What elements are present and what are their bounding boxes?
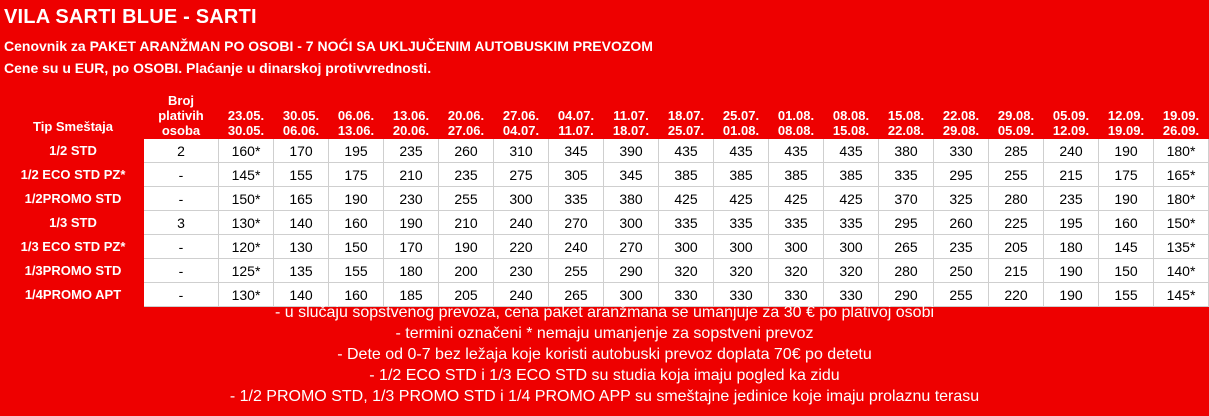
accommodation-type-cell: 1/2 STD	[3, 139, 144, 163]
price-cell: 435	[659, 139, 714, 163]
table-row	[3, 259, 1209, 283]
price-cell: 215	[1044, 163, 1099, 187]
price-cell: 190	[384, 211, 439, 235]
accommodation-type-cell: 1/3 ECO STD PZ*	[3, 235, 144, 259]
price-cell: 280	[879, 259, 934, 283]
price-cell: 270	[604, 235, 659, 259]
period-start: 18.07.	[667, 108, 705, 123]
price-cell: 150*	[1154, 211, 1209, 235]
period-start: 27.06.	[502, 108, 540, 123]
table-row	[3, 163, 1209, 187]
price-cell: 235	[1044, 187, 1099, 211]
period-start: 30.05.	[282, 108, 320, 123]
price-cell: 385	[824, 163, 879, 187]
price-cell: 235	[934, 235, 989, 259]
period-end: 25.07.	[667, 123, 705, 138]
header-period	[384, 81, 439, 139]
price-cell: 195	[329, 139, 384, 163]
price-cell: 150*	[219, 187, 274, 211]
price-cell: 255	[989, 163, 1044, 187]
price-table-body	[3, 139, 1209, 307]
note-line: - 1/2 ECO STD i 1/3 ECO STD su studia koja imaju pogled ka zidu	[369, 367, 840, 384]
note-line: - 1/2 PROMO STD, 1/3 PROMO STD i 1/4 PROMO APP su smeštajne jedinice koje imaju prolaznu terasu	[229, 388, 980, 405]
period-end: 30.05.	[227, 123, 265, 138]
price-cell: 295	[879, 211, 934, 235]
period-end: 13.06.	[337, 123, 375, 138]
accommodation-type-cell: 1/3 STD	[3, 211, 144, 235]
price-cell: 180*	[1154, 187, 1209, 211]
price-cell: 290	[879, 283, 934, 307]
period-end: 04.07.	[502, 123, 540, 138]
price-cell: 175	[1099, 163, 1154, 187]
price-cell: 135*	[1154, 235, 1209, 259]
price-cell: 300	[494, 187, 549, 211]
price-cell: 255	[549, 259, 604, 283]
price-cell: 160	[329, 211, 384, 235]
header-period	[714, 81, 769, 139]
header-period	[659, 81, 714, 139]
price-cell: 300	[604, 211, 659, 235]
header-paying-persons-line: plativih	[158, 108, 204, 123]
period-start: 15.08.	[887, 108, 925, 123]
header-period	[494, 81, 549, 139]
price-cell: 380	[879, 139, 934, 163]
paying-persons-cell: -	[144, 235, 219, 259]
period-end: 08.08.	[777, 123, 815, 138]
period-end: 12.09.	[1052, 123, 1090, 138]
price-cell: 330	[659, 283, 714, 307]
price-cell: 330	[824, 283, 879, 307]
price-cell: 325	[934, 187, 989, 211]
period-start: 04.07.	[557, 108, 595, 123]
price-cell: 125*	[219, 259, 274, 283]
price-cell: 210	[439, 211, 494, 235]
price-cell: 320	[824, 259, 879, 283]
price-cell: 300	[659, 235, 714, 259]
price-cell: 130*	[219, 211, 274, 235]
subtitle-package: Cenovnik za PAKET ARANŽMAN PO OSOBI - 7 NOĆI SA UKLJUČENIM AUTOBUSKIM PREVOZOM	[4, 38, 653, 54]
price-cell: 310	[494, 139, 549, 163]
paying-persons-cell: 3	[144, 211, 219, 235]
page-title: VILA SARTI BLUE - SARTI	[4, 6, 257, 28]
price-cell: 200	[439, 259, 494, 283]
price-cell: 190	[329, 187, 384, 211]
price-cell: 235	[439, 163, 494, 187]
accommodation-type-cell: 1/2PROMO STD	[3, 187, 144, 211]
header-paying-persons	[144, 81, 219, 139]
price-cell: 145	[1099, 235, 1154, 259]
paying-persons-cell: -	[144, 163, 219, 187]
price-cell: 195	[1044, 211, 1099, 235]
price-cell: 270	[549, 211, 604, 235]
price-cell: 150	[1099, 259, 1154, 283]
header-period	[439, 81, 494, 139]
price-cell: 180*	[1154, 139, 1209, 163]
price-cell: 205	[989, 235, 1044, 259]
price-cell: 320	[769, 259, 824, 283]
period-start: 06.06.	[337, 108, 375, 123]
price-cell: 155	[329, 259, 384, 283]
period-start: 13.06.	[392, 108, 430, 123]
price-cell: 275	[494, 163, 549, 187]
price-cell: 300	[824, 235, 879, 259]
period-start: 08.08.	[832, 108, 870, 123]
header-period	[989, 81, 1044, 139]
period-start: 23.05.	[227, 108, 265, 123]
price-cell: 380	[604, 187, 659, 211]
price-cell: 145*	[1154, 283, 1209, 307]
paying-persons-cell: 2	[144, 139, 219, 163]
price-cell: 320	[659, 259, 714, 283]
price-cell: 300	[714, 235, 769, 259]
header-period	[329, 81, 384, 139]
price-cell: 330	[714, 283, 769, 307]
period-start: 22.08.	[942, 108, 980, 123]
note-line: - termini označeni * nemaju umanjenje za sopstveni prevoz	[395, 325, 814, 342]
price-cell: 185	[384, 283, 439, 307]
table-row	[3, 139, 1209, 163]
price-cell: 130*	[219, 283, 274, 307]
price-cell: 260	[934, 211, 989, 235]
price-cell: 370	[879, 187, 934, 211]
price-cell: 165*	[1154, 163, 1209, 187]
header-period	[769, 81, 824, 139]
price-cell: 155	[274, 163, 329, 187]
price-cell: 305	[549, 163, 604, 187]
price-cell: 250	[934, 259, 989, 283]
price-cell: 265	[879, 235, 934, 259]
price-cell: 240	[549, 235, 604, 259]
note-line: - u slučaju sopstvenog prevoza, cena paket aranžmana se umanjuje za 30 € po plativoj osobi	[274, 304, 935, 321]
price-cell: 255	[934, 283, 989, 307]
header-period	[219, 81, 274, 139]
price-cell: 220	[494, 235, 549, 259]
price-cell: 435	[824, 139, 879, 163]
table-row	[3, 211, 1209, 235]
price-cell: 160	[1099, 211, 1154, 235]
price-cell: 385	[769, 163, 824, 187]
header-period	[604, 81, 659, 139]
table-row	[3, 235, 1209, 259]
price-cell: 160	[329, 283, 384, 307]
header-period	[934, 81, 989, 139]
price-cell: 240	[494, 283, 549, 307]
price-cell: 220	[989, 283, 1044, 307]
price-cell: 285	[989, 139, 1044, 163]
period-end: 22.08.	[887, 123, 925, 138]
price-cell: 335	[769, 211, 824, 235]
price-cell: 120*	[219, 235, 274, 259]
period-start: 12.09.	[1107, 108, 1145, 123]
price-cell: 290	[604, 259, 659, 283]
price-cell: 190	[1044, 259, 1099, 283]
price-cell: 390	[604, 139, 659, 163]
price-cell: 320	[714, 259, 769, 283]
period-end: 19.09.	[1107, 123, 1145, 138]
period-start: 25.07.	[722, 108, 760, 123]
price-cell: 425	[824, 187, 879, 211]
price-cell: 190	[1099, 139, 1154, 163]
price-cell: 170	[384, 235, 439, 259]
price-cell: 345	[604, 163, 659, 187]
paying-persons-cell: -	[144, 259, 219, 283]
header-period	[549, 81, 604, 139]
header-period	[879, 81, 934, 139]
period-start: 19.09.	[1162, 108, 1200, 123]
price-cell: 260	[439, 139, 494, 163]
header-paying-persons-line: osoba	[161, 123, 201, 138]
price-cell: 335	[549, 187, 604, 211]
period-start: 01.08.	[777, 108, 815, 123]
period-start: 11.07.	[613, 108, 649, 123]
price-cell: 130	[274, 235, 329, 259]
header-period	[274, 81, 329, 139]
subtitle-currency: Cene su u EUR, po OSOBI. Plaćanje u dinarskoj protivvrednosti.	[4, 60, 432, 76]
period-end: 26.09.	[1162, 123, 1200, 138]
price-cell: 330	[934, 139, 989, 163]
price-cell: 425	[659, 187, 714, 211]
price-cell: 435	[769, 139, 824, 163]
header-period	[1154, 81, 1209, 139]
paying-persons-cell: -	[144, 187, 219, 211]
note-line: - Dete od 0-7 bez ležaja koje koristi autobuski prevoz doplata 70€ po detetu	[337, 346, 872, 363]
period-end: 20.06.	[392, 123, 430, 138]
price-cell: 150	[329, 235, 384, 259]
price-cell: 345	[549, 139, 604, 163]
price-cell: 215	[989, 259, 1044, 283]
price-cell: 230	[494, 259, 549, 283]
price-cell: 335	[714, 211, 769, 235]
period-end: 29.08.	[942, 123, 980, 138]
price-cell: 385	[659, 163, 714, 187]
price-cell: 165	[274, 187, 329, 211]
price-cell: 140	[274, 283, 329, 307]
price-cell: 435	[714, 139, 769, 163]
price-cell: 180	[1044, 235, 1099, 259]
price-cell: 205	[439, 283, 494, 307]
header-accommodation-type: Tip Smeštaja	[3, 81, 144, 139]
price-cell: 175	[329, 163, 384, 187]
price-cell: 140	[274, 211, 329, 235]
table-row	[3, 187, 1209, 211]
period-end: 01.08.	[722, 123, 760, 138]
price-cell: 240	[494, 211, 549, 235]
notes-block	[0, 302, 1209, 407]
price-cell: 330	[769, 283, 824, 307]
period-end: 11.07.	[558, 123, 594, 138]
price-cell: 190	[1044, 283, 1099, 307]
period-start: 29.08.	[997, 108, 1035, 123]
period-end: 27.06.	[447, 123, 485, 138]
price-cell: 265	[549, 283, 604, 307]
price-cell: 295	[934, 163, 989, 187]
price-cell: 160*	[219, 139, 274, 163]
paying-persons-cell: -	[144, 283, 219, 307]
period-end: 05.09.	[997, 123, 1035, 138]
price-cell: 135	[274, 259, 329, 283]
price-cell: 235	[384, 139, 439, 163]
price-cell: 210	[384, 163, 439, 187]
price-cell: 240	[1044, 139, 1099, 163]
price-cell: 425	[769, 187, 824, 211]
period-start: 20.06.	[447, 108, 485, 123]
accommodation-type-cell: 1/3PROMO STD	[3, 259, 144, 283]
price-cell: 300	[769, 235, 824, 259]
price-cell: 180	[384, 259, 439, 283]
period-start: 05.09.	[1052, 108, 1090, 123]
header-period	[1044, 81, 1099, 139]
price-table	[2, 80, 1209, 307]
price-cell: 335	[659, 211, 714, 235]
price-cell: 170	[274, 139, 329, 163]
period-end: 06.06.	[282, 123, 320, 138]
price-cell: 300	[604, 283, 659, 307]
accommodation-type-cell: 1/4PROMO APT	[3, 283, 144, 307]
period-end: 15.08.	[832, 123, 870, 138]
accommodation-type-cell: 1/2 ECO STD PZ*	[3, 163, 144, 187]
price-cell: 190	[439, 235, 494, 259]
price-cell: 335	[879, 163, 934, 187]
price-cell: 385	[714, 163, 769, 187]
header-period	[824, 81, 879, 139]
price-cell: 145*	[219, 163, 274, 187]
price-cell: 230	[384, 187, 439, 211]
price-cell: 255	[439, 187, 494, 211]
header-paying-persons-line: Broj	[168, 93, 194, 108]
price-cell: 140*	[1154, 259, 1209, 283]
price-cell: 225	[989, 211, 1044, 235]
price-cell: 155	[1099, 283, 1154, 307]
price-cell: 425	[714, 187, 769, 211]
price-cell: 335	[824, 211, 879, 235]
period-end: 18.07.	[612, 123, 650, 138]
price-cell: 190	[1099, 187, 1154, 211]
header-period	[1099, 81, 1154, 139]
price-cell: 280	[989, 187, 1044, 211]
table-header-row	[3, 81, 1209, 139]
